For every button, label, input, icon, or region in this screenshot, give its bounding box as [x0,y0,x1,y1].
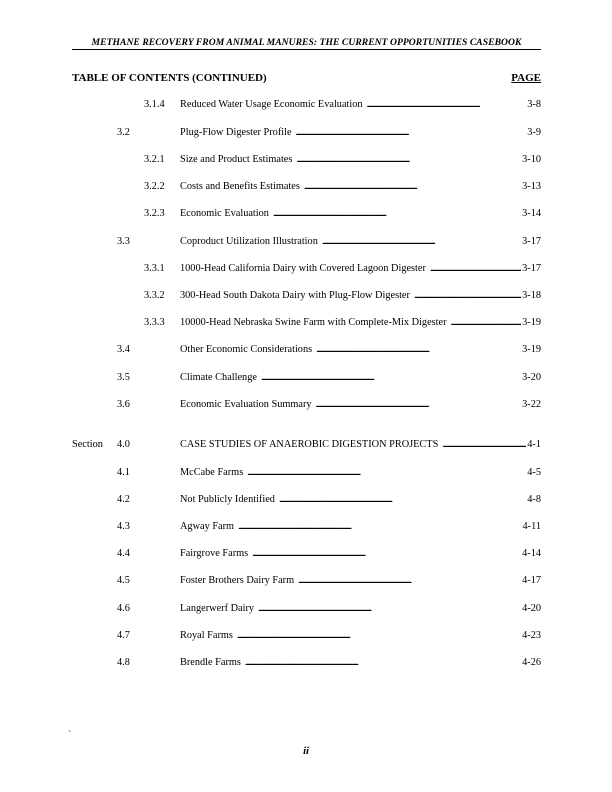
toc-entry-number: 3.3.2 [144,290,165,301]
page-number: ii [303,746,309,757]
toc-entry-number: 3.2.1 [144,154,165,165]
dot-leader [322,235,521,249]
toc-entry[interactable] [72,629,541,643]
toc-entry-body [180,602,541,616]
toc-entry-page: 3-22 [522,399,541,410]
toc-entry-page: 4-8 [527,494,541,505]
toc-entry-number: 4.6 [117,603,130,614]
toc-entry[interactable] [72,126,541,140]
toc-entry-number: 3.2.2 [144,181,165,192]
toc-entry-body [180,520,541,534]
dot-leader [273,207,521,221]
toc-entry-body [180,371,541,385]
toc-entry-title: Other Economic Considerations [180,344,313,355]
dot-leader [237,629,521,643]
toc-entry-body [180,98,541,112]
toc-entry-number: 4.4 [117,548,130,559]
dot-leader [442,438,526,452]
dot-leader [430,262,521,276]
toc-entry-number: 3.5 [117,372,130,383]
toc-entry-number: 3.2.3 [144,208,165,219]
toc-entry-page: 3-10 [522,154,541,165]
toc-entry-page: 3-8 [527,99,541,110]
toc-entry[interactable] [72,602,541,616]
toc-entry-title: Plug-Flow Digester Profile [180,127,292,138]
toc-entry-page: 3-19 [522,317,541,328]
toc-entry[interactable] [72,466,541,480]
toc-entry-body [180,574,541,588]
toc-page-label: PAGE [511,72,541,84]
dot-leader [367,98,527,112]
toc-entry-page: 4-14 [522,548,541,559]
toc-entry-title: McCabe Farms [180,467,244,478]
toc-entry-body [180,126,541,140]
toc-entry-page: 4-11 [522,521,541,532]
toc-entry[interactable] [72,656,541,670]
toc-entry-title: Fairgrove Farms [180,548,249,559]
toc-entry-body [180,235,541,249]
toc-entry[interactable] [72,493,541,507]
toc-entry-page: 4-1 [527,439,541,450]
toc-entry[interactable] [72,574,541,588]
toc-entry[interactable] [72,235,541,249]
toc-entry-body [180,180,541,194]
dot-leader [247,466,526,480]
toc-entry-number: 3.3.1 [144,263,165,274]
toc-entry[interactable] [72,371,541,385]
toc-entry-title: Foster Brothers Dairy Farm [180,575,295,586]
toc-entry[interactable] [72,316,541,330]
toc-entry[interactable] [72,547,541,561]
toc-entry-number: 3.3 [117,236,130,247]
toc-entry[interactable] [72,180,541,194]
toc-entry[interactable] [72,520,541,534]
toc-entry-number: 4.0 [117,439,130,450]
toc-entry[interactable] [72,98,541,112]
toc-entry[interactable] [72,262,541,276]
stray-mark: ` [68,730,72,741]
toc-entry-title: Langerwerf Dairy [180,603,255,614]
toc-entry-title: 10000-Head Nebraska Swine Farm with Complete-Mix Digester [180,317,447,328]
dot-leader [238,520,521,534]
toc-entry-body [180,316,541,330]
dot-leader [316,398,522,412]
running-header: METHANE RECOVERY FROM ANIMAL MANURES: THE CURRENT OPPORTUNITIES CASEBOOK [91,37,522,48]
toc-entry-page: 3-20 [522,372,541,383]
toc-entry-number: 3.3.3 [144,317,165,328]
toc-entry-title: Royal Farms [180,630,233,641]
toc-entry[interactable] [72,438,541,452]
toc-entry-body [180,153,541,167]
toc-entry-page: 3-19 [522,344,541,355]
toc-entry-number: 3.2 [117,127,130,138]
toc-entry[interactable] [72,289,541,303]
toc-entry-page: 3-13 [522,181,541,192]
toc-entry-title: 300-Head South Dakota Dairy with Plug-Flow Digester [180,290,410,301]
toc-entry-number: 4.1 [117,467,130,478]
toc-entry-page: 4-20 [522,603,541,614]
toc-entry-number: 4.5 [117,575,130,586]
toc-entry-title: Agway Farm [180,521,235,532]
toc-entry-title: CASE STUDIES OF ANAEROBIC DIGESTION PROJECTS [180,439,439,450]
toc-entry-number: 4.7 [117,630,130,641]
toc-entry-page: 4-26 [522,657,541,668]
dot-leader [296,153,521,167]
toc-entry[interactable] [72,343,541,357]
toc-entry-title: Reduced Water Usage Economic Evaluation [180,99,363,110]
toc-entry-body [180,493,541,507]
toc-entry-body [180,547,541,561]
toc-entry-number: 3.6 [117,399,130,410]
dot-leader [261,371,521,385]
toc-entry-page: 3-9 [527,127,541,138]
toc-entry-body [180,289,541,303]
toc-entry-body [180,466,541,480]
toc-entry-title: Climate Challenge [180,372,257,383]
dot-leader [316,343,521,357]
toc-entry-page: 4-23 [522,630,541,641]
toc-entry-page: 3-14 [522,208,541,219]
toc-entry-title: Costs and Benefits Estimates [180,181,300,192]
toc-entry-body [180,398,541,412]
dot-leader [258,602,521,616]
toc-entry-number: 3.1.4 [144,99,165,110]
toc-entry-body [180,262,541,276]
toc-entry-title: Not Publicly Identified [180,494,275,505]
toc-entry-page: 4-17 [522,575,541,586]
dot-leader [451,316,522,330]
dot-leader [296,126,527,140]
toc-entry-number: 4.2 [117,494,130,505]
toc-entry-number: 3.4 [117,344,130,355]
toc-entry[interactable] [72,207,541,221]
toc-entry-body [180,207,541,221]
toc-section-label: Section [72,439,103,450]
toc-entry-page: 4-5 [527,467,541,478]
toc-entry-page: 3-18 [522,290,541,301]
toc-entry-page: 3-17 [522,263,541,274]
toc-entry-number: 4.3 [117,521,130,532]
dot-leader [298,574,521,588]
dot-leader [245,656,521,670]
toc-entry-number: 4.8 [117,657,130,668]
toc-entry-title: Economic Evaluation [180,208,269,219]
toc-entry[interactable] [72,398,541,412]
toc-entry-title: Brendle Farms [180,657,241,668]
toc-entry-body [180,656,541,670]
toc-title: TABLE OF CONTENTS (CONTINUED) [72,72,267,84]
toc-entry[interactable] [72,153,541,167]
dot-leader [414,289,521,303]
toc-entry-body [180,438,541,452]
toc-entry-page: 3-17 [522,236,541,247]
toc-entry-title: Economic Evaluation Summary [180,399,312,410]
dot-leader [252,547,521,561]
toc-entry-body [180,343,541,357]
toc-entry-title: 1000-Head California Dairy with Covered Lagoon Digester [180,263,426,274]
toc-entry-body [180,629,541,643]
dot-leader [304,180,521,194]
header-rule [72,49,541,50]
dot-leader [279,493,526,507]
toc-entry-title: Size and Product Estimates [180,154,293,165]
toc-entry-title: Coproduct Utilization Illustration [180,236,318,247]
